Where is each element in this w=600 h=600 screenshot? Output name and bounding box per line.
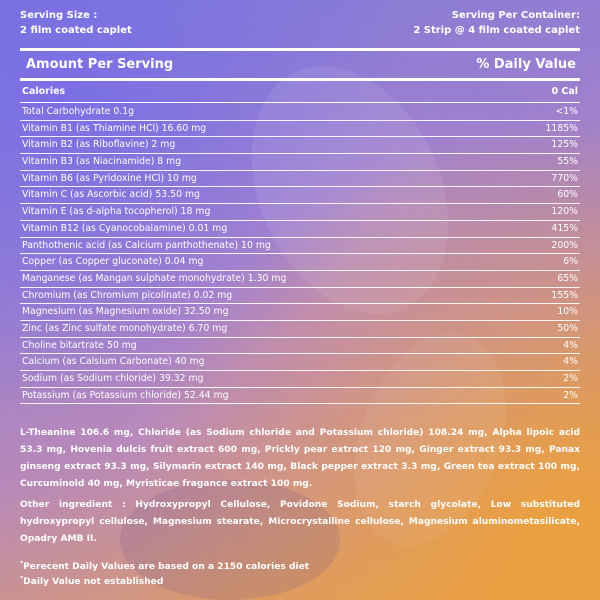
nutrient-row	[20, 171, 580, 188]
nutrient-row	[20, 137, 580, 154]
nutrient-daily-value: 2%	[563, 373, 578, 384]
footnote-mark: *	[20, 575, 24, 582]
per-container-label: Serving Per Container:	[451, 10, 580, 21]
nutrient-name: Manganese (as Mangan sulphate monohydrate) 1.30 mg	[22, 272, 287, 284]
nutrient-daily-value: 1185%	[545, 122, 578, 134]
nutrient-row	[20, 321, 580, 338]
amount-per-serving-heading: Amount Per Serving	[26, 57, 174, 72]
nutrient-row	[20, 304, 580, 321]
nutrient-name: Zinc (as Zinc sulfate monohydrate) 6.70 mg	[22, 322, 228, 334]
nutrient-table	[20, 104, 580, 404]
nutrient-daily-value: 6%	[563, 256, 578, 268]
nutrient-row	[20, 154, 580, 171]
nutrient-row	[20, 288, 580, 305]
nutrient-daily-value: 4%	[563, 356, 578, 368]
nutrient-name: Chromium (as Chromium picolinate) 0.02 mg	[22, 289, 233, 301]
nutrient-name: Calcium (as Calsium Carbonate) 40 mg	[22, 356, 205, 368]
nutrient-daily-value: 10%	[557, 306, 578, 318]
nutrient-name: Vitamin C (as Ascorbic acid) 53.50 mg	[22, 189, 200, 201]
nutrient-row	[20, 371, 580, 388]
extra-ingredients-text: L-Theanine 106.6 mg, Chloride (as Sodium chloride and Potassium chloride) 108.24 mg, Alpha lipoic acid 53.3 mg, Hovenia dulcis fruit extract 600 mg, Prickly pear extract 120 mg, Ginger extract 93.3 mg, Panax ginseng extract 93.3 mg, Silymarin extract 140 mg, Black pepper extract 3.3 mg, Green tea extract 100 mg, Curcuminold 40 mg, Myristicae fragance extract 100 mg.	[20, 428, 580, 489]
daily-value-heading: % Daily Value	[476, 57, 576, 72]
nutrient-name: Vitamin B6 (as Pyridoxine HCl) 10 mg	[22, 172, 197, 184]
nutrient-daily-value: 125%	[551, 139, 578, 151]
nutrient-name: Vitamin B1 (as Thiamine HCl) 16.60 mg	[22, 122, 207, 134]
nutrient-row	[20, 204, 580, 221]
nutrient-daily-value: 60%	[557, 189, 578, 201]
nutrient-name: Total Carbohydrate 0.1g	[22, 106, 135, 117]
nutrient-name: Sodium (as Sodium chloride) 39.32 mg	[22, 373, 204, 384]
nutrient-daily-value: 4%	[563, 339, 578, 351]
nutrient-name: Copper (as Copper gluconate) 0.04 mg	[22, 256, 204, 268]
nutrient-name: Choline bitartrate 50 mg	[22, 339, 137, 351]
nutrient-row	[20, 254, 580, 271]
nutrient-row	[20, 121, 580, 138]
nutrient-row	[20, 104, 580, 121]
nutrient-row	[20, 221, 580, 238]
nutrient-name: Panthothenic acid (as Calcium panthothenate) 10 mg	[22, 239, 271, 251]
nutrient-row	[20, 354, 580, 371]
nutrient-daily-value: 155%	[551, 289, 578, 301]
serving-size-label: Serving Size :	[20, 10, 98, 21]
nutrient-row	[20, 271, 580, 288]
nutrient-daily-value: 120%	[551, 206, 578, 218]
header-divider	[20, 48, 580, 51]
serving-size	[20, 8, 132, 38]
footnote-text: Perecent Daily Values are based on a 2150 calories diet	[23, 562, 310, 573]
nutrient-daily-value: 55%	[557, 156, 578, 168]
nutrient-row	[20, 238, 580, 255]
nutrient-name: Potassium (as Potassium chloride) 52.44 mg	[22, 389, 229, 401]
nutrient-row	[20, 187, 580, 204]
table-heading-divider	[20, 78, 580, 81]
serving-header	[20, 8, 580, 42]
footnote-text: Daily Value not established	[23, 577, 164, 588]
nutrient-daily-value: 50%	[557, 322, 578, 334]
nutrient-row	[20, 338, 580, 355]
nutrient-name: Vitamin B3 (as Niacinamide) 8 mg	[22, 156, 182, 168]
nutrient-name: Vitamin E (as d-alpha tocopherol) 18 mg	[22, 206, 211, 218]
nutrient-daily-value: 200%	[551, 239, 578, 251]
per-container-value: 2 Strip @ 4 film coated caplet	[413, 25, 580, 36]
nutrient-daily-value: 65%	[557, 272, 578, 284]
nutrient-name: Magnesium (as Magnesium oxide) 32.50 mg	[22, 306, 229, 318]
nutrient-daily-value: 2%	[563, 389, 578, 401]
nutrient-name: Vitamin B12 (as Cyanocobalamine) 0.01 mg	[22, 222, 228, 234]
nutrient-daily-value: 770%	[551, 172, 578, 184]
nutrient-row	[20, 388, 580, 405]
footnote-mark: *	[20, 560, 24, 567]
calories-value: 0 Cal	[551, 86, 578, 97]
serving-size-value: 2 film coated caplet	[20, 25, 132, 36]
nutrient-daily-value: <1%	[555, 106, 578, 117]
nutrient-daily-value: 415%	[551, 222, 578, 234]
footnote-not-established	[20, 571, 163, 590]
nutrient-name: Vitamin B2 (as Riboflavine) 2 mg	[22, 139, 176, 151]
serving-per-container	[413, 8, 580, 38]
calories-divider	[20, 102, 580, 103]
other-ingredients-text: Other ingredient : Hydroxypropyl Cellulose, Povidone Sodium, starch glycolate, Low substituted hydroxypropyl cellulose, Magnesium stearate, Microcrystalline cellulose, Magnesium aluminometasilicate, Opadry AMB II.	[20, 500, 580, 544]
calories-row	[20, 86, 578, 100]
table-heading-row	[20, 57, 576, 73]
calories-label: Calories	[22, 86, 66, 97]
